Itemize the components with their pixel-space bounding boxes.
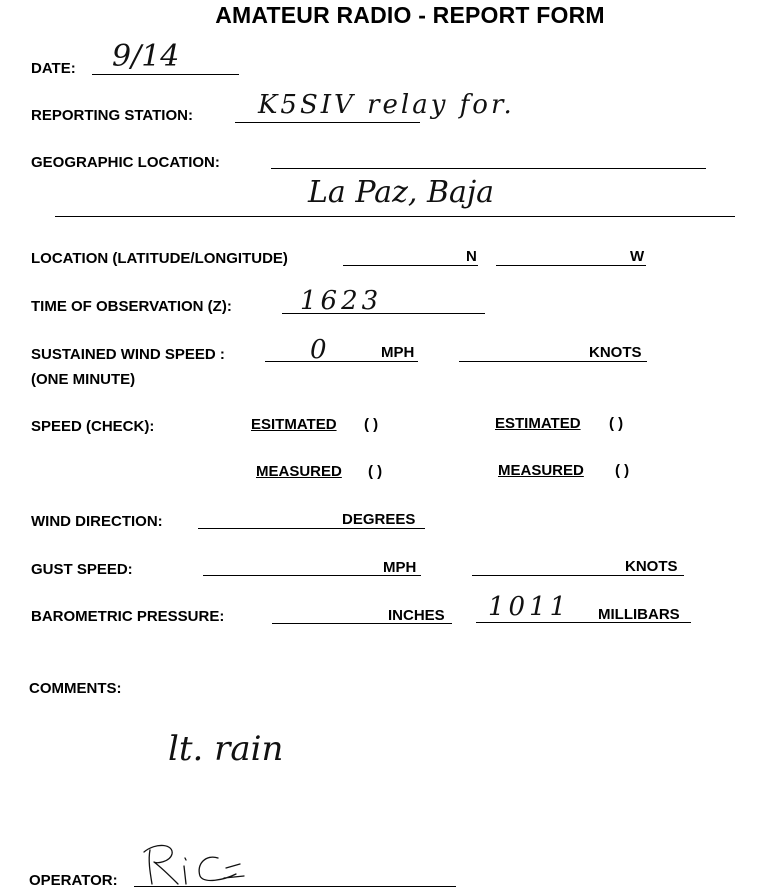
comments-label: COMMENTS: xyxy=(29,680,122,697)
speed-left-estimated-label: ESITMATED xyxy=(251,416,337,433)
geographic-location-field-line-2[interactable] xyxy=(55,216,735,217)
sustained-wind-label: SUSTAINED WIND SPEED : xyxy=(31,346,225,363)
speed-left-measured-checkbox[interactable]: ( ) xyxy=(368,463,383,480)
date-field-line[interactable] xyxy=(92,74,239,75)
longitude-w-label: W xyxy=(630,248,645,265)
speed-check-label: SPEED (CHECK): xyxy=(31,418,155,435)
barometric-inches-unit: INCHES xyxy=(388,607,445,624)
gust-speed-mph-unit: MPH xyxy=(383,559,417,576)
latitude-field-line[interactable] xyxy=(343,265,478,266)
speed-right-measured-label: MEASURED xyxy=(498,462,584,479)
speed-right-estimated-checkbox[interactable]: ( ) xyxy=(609,415,624,432)
barometric-pressure-label: BAROMETRIC PRESSURE: xyxy=(31,608,225,625)
barometric-millibars-unit: MILLIBARS xyxy=(598,606,680,623)
speed-left-measured-label: MEASURED xyxy=(256,463,342,480)
comments-value: lt. rain xyxy=(168,729,284,769)
sustained-wind-mph-value: 0 xyxy=(310,335,327,365)
sustained-wind-sublabel: (ONE MINUTE) xyxy=(31,371,136,388)
barometric-millibars-value: 1011 xyxy=(488,592,571,622)
gust-speed-label: GUST SPEED: xyxy=(31,561,133,578)
geographic-location-field-line[interactable] xyxy=(271,168,706,169)
reporting-station-field-line[interactable] xyxy=(235,122,420,123)
speed-left-estimated-checkbox[interactable]: ( ) xyxy=(364,416,379,433)
reporting-station-value: K5SIV relay for. xyxy=(258,90,515,120)
date-label: DATE: xyxy=(31,60,76,77)
wind-direction-unit: DEGREES xyxy=(342,511,416,528)
geographic-location-label: GEOGRAPHIC LOCATION: xyxy=(31,154,220,171)
wind-direction-label: WIND DIRECTION: xyxy=(31,513,163,530)
time-observation-value: 1623 xyxy=(300,286,383,316)
sustained-wind-knots-unit: KNOTS xyxy=(589,344,642,361)
speed-right-estimated-label: ESTIMATED xyxy=(495,415,581,432)
operator-signature xyxy=(140,838,250,888)
speed-right-measured-checkbox[interactable]: ( ) xyxy=(615,462,630,479)
longitude-field-line[interactable] xyxy=(496,265,646,266)
operator-label: OPERATOR: xyxy=(29,872,118,889)
form-title: AMATEUR RADIO - REPORT FORM xyxy=(215,2,605,28)
reporting-station-label: REPORTING STATION: xyxy=(31,107,193,124)
latitude-n-label: N xyxy=(466,248,477,265)
date-value: 9/14 xyxy=(112,39,180,74)
geographic-location-value: La Paz, Baja xyxy=(308,175,495,210)
time-observation-label: TIME OF OBSERVATION (Z): xyxy=(31,298,232,315)
gust-speed-knots-unit: KNOTS xyxy=(625,558,678,575)
sustained-wind-mph-unit: MPH xyxy=(381,344,415,361)
latlon-label: LOCATION (LATITUDE/LONGITUDE) xyxy=(31,250,288,267)
